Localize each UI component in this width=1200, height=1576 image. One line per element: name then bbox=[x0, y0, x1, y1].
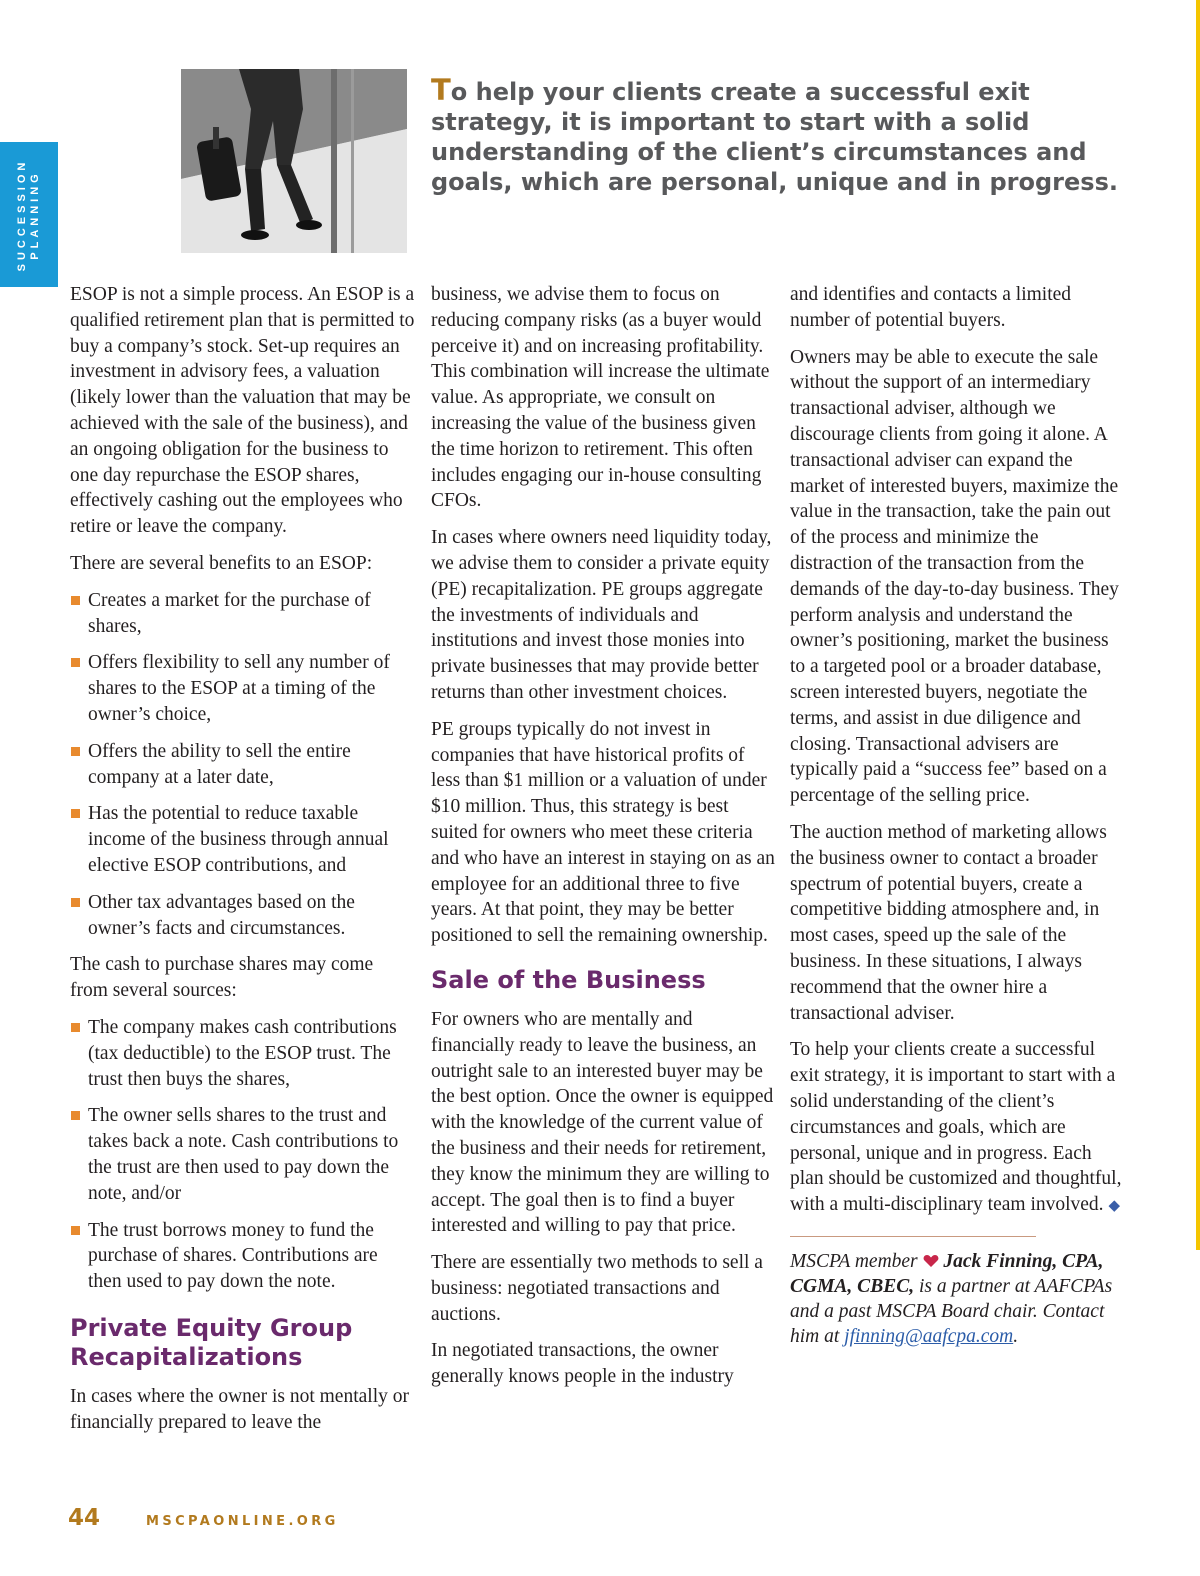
paragraph: There are essentially two methods to sell a business: negotiated transactions and auctions. bbox=[431, 1252, 763, 1325]
paragraph: There are several benefits to an ESOP: bbox=[70, 552, 373, 574]
end-mark-icon: ◆ bbox=[1108, 1198, 1120, 1215]
list-item: Other tax advantages based on the owner’s facts and circumstances. bbox=[70, 890, 415, 942]
list-item: Offers the ability to sell the entire company at a later date, bbox=[70, 739, 415, 791]
paragraph: ESOP is not a simple process. An ESOP is a qualified retirement plan that is permitted to buy a company’s stock. Set-up requires an investment in advisory fees, a valuation (likely lower than the valuation that may be achieved with the sale of the business), and an ongoing obligation for the business to one day repurchase the ESOP shares, effectively cashing out the employees who retire or leave the company. bbox=[70, 284, 415, 538]
section-heading: Sale of the Business bbox=[431, 965, 706, 994]
page-edge-stripe bbox=[1196, 0, 1200, 1250]
mscpa-heart-icon bbox=[923, 1250, 939, 1264]
list-item: Has the potential to reduce taxable income of the business through annual elective ESOP contributions, and bbox=[70, 801, 415, 878]
bio-prefix: MSCPA member bbox=[790, 1250, 918, 1272]
paragraph: PE groups typically do not invest in companies that have historical profits of less than $1 million or a valuation of under $10 million. Thus, this strategy is best suited for owners who meet these criteria and who have an interest in staying on as an employee for an additional three to five years. At that point, they may be better positioned to sell the remaining ownership. bbox=[431, 718, 775, 947]
cash-sources-list bbox=[70, 1015, 415, 1295]
pull-quote-initial: T bbox=[431, 73, 451, 107]
pull-quote-text: o help your clients create a successful exit strategy, it is important to start with a solid understanding of the client’s circumstances and goals, which are personal, unique and in progress. bbox=[431, 78, 1118, 196]
pull-quote bbox=[431, 75, 1131, 197]
closing-text: To help your clients create a successful exit strategy, it is important to start with a solid understanding of the client’s circumstances and goals, which are personal, unique and in progress. Each plan should be customized and thoughtful, with a multi-disciplinary team involved. bbox=[790, 1039, 1122, 1216]
paragraph: and identifies and contacts a limited number of potential buyers. bbox=[790, 284, 1072, 331]
section-tab-line2: PLANNING bbox=[29, 169, 41, 260]
section-tab-label bbox=[16, 158, 42, 271]
list-item: Offers flexibility to sell any number of shares to the ESOP at a timing of the owner’s choice, bbox=[70, 650, 415, 727]
column-2 bbox=[431, 282, 776, 1401]
list-item: The owner sells shares to the trust and takes back a note. Cash contributions to the trust are then used to pay down the note, and/or bbox=[70, 1103, 415, 1206]
column-3 bbox=[790, 282, 1125, 1360]
businessman-with-suitcase-photo bbox=[181, 69, 407, 253]
page-number: 44 bbox=[68, 1505, 101, 1531]
paragraph: In cases where the owner is not mentally or financially prepared to leave the bbox=[70, 1385, 409, 1433]
bio-text: is a partner at AAFCPAs and a past MSCPA Board chair. Contact him at bbox=[790, 1275, 1113, 1347]
site-url: MSCPAONLINE.ORG bbox=[146, 1514, 339, 1529]
paragraph: The auction method of marketing allows the business owner to contact a broader spectrum of potential buyers, create a competitive bidding atmosphere and, in most cases, speed up the sale of the business. In these situations, I always recommend that the owner hire a transactional adviser. bbox=[790, 821, 1107, 1024]
bio-divider bbox=[790, 1236, 1036, 1237]
author-email-link[interactable]: jfinning@aafcpa.com bbox=[844, 1325, 1014, 1347]
paragraph: For owners who are mentally and financially ready to leave the business, an outright sale to an interested buyer may be the best option. Once the owner is equipped with the knowledge of the current value of the business and their needs for retirement, they know the minimum they are willing to accept. The goal then is to find a buyer interested and willing to pay that price. bbox=[431, 1008, 774, 1237]
author-bio bbox=[790, 1249, 1125, 1349]
section-tab-line1: SUCCESSION bbox=[16, 158, 28, 271]
section-tab bbox=[0, 142, 58, 287]
column-1 bbox=[70, 282, 415, 1446]
bio-end: . bbox=[1013, 1325, 1019, 1347]
paragraph: business, we advise them to focus on reducing company risks (as a buyer would perceive it) and on increasing profitability. This combination will increase the ultimate value. As appropriate, we consult on increasing the value of the business given the time horizon to retirement. This often includes engaging our in-house consulting CFOs. bbox=[431, 284, 770, 512]
author-name: Jack Finning, CPA, CGMA, CBEC, bbox=[790, 1250, 1104, 1297]
paragraph: The cash to purchase shares may come from several sources: bbox=[70, 954, 374, 1002]
esop-benefits-list bbox=[70, 588, 415, 942]
list-item: Creates a market for the purchase of shares, bbox=[70, 588, 415, 640]
list-item: The company makes cash contributions (tax deductible) to the ESOP trust. The trust then buys the shares, bbox=[70, 1015, 415, 1092]
page-footer bbox=[68, 1505, 339, 1531]
paragraph: In negotiated transactions, the owner generally knows people in the industry bbox=[431, 1340, 734, 1388]
list-item: The trust borrows money to fund the purchase of shares. Contributions are then used to pay down the note. bbox=[70, 1218, 415, 1295]
section-heading: Private Equity Group Recapitalizations bbox=[70, 1313, 353, 1371]
paragraph: In cases where owners need liquidity today, we advise them to consider a private equity (PE) recapitalization. PE groups aggregate the investments of individuals and institutions and invest those monies into private businesses that may provide better returns than other investment choices. bbox=[431, 527, 772, 703]
photo-illustration bbox=[181, 69, 407, 253]
paragraph bbox=[790, 1037, 1125, 1220]
paragraph: Owners may be able to execute the sale without the support of an intermediary transactional adviser, although we discourage clients from going it alone. A transactional adviser can expand the market of interested buyers, maximize the value in the transaction, take the pain out of the process and minimize the distraction of the transaction from the demands of the day-to-day business. They perform analysis and understand the owner’s positioning, market the business to a targeted pool or a broader database, screen interested buyers, negotiate the terms, and assist in due diligence and closing. Transactional advisers are typically paid a “success fee” based on a percentage of the selling price. bbox=[790, 346, 1119, 807]
